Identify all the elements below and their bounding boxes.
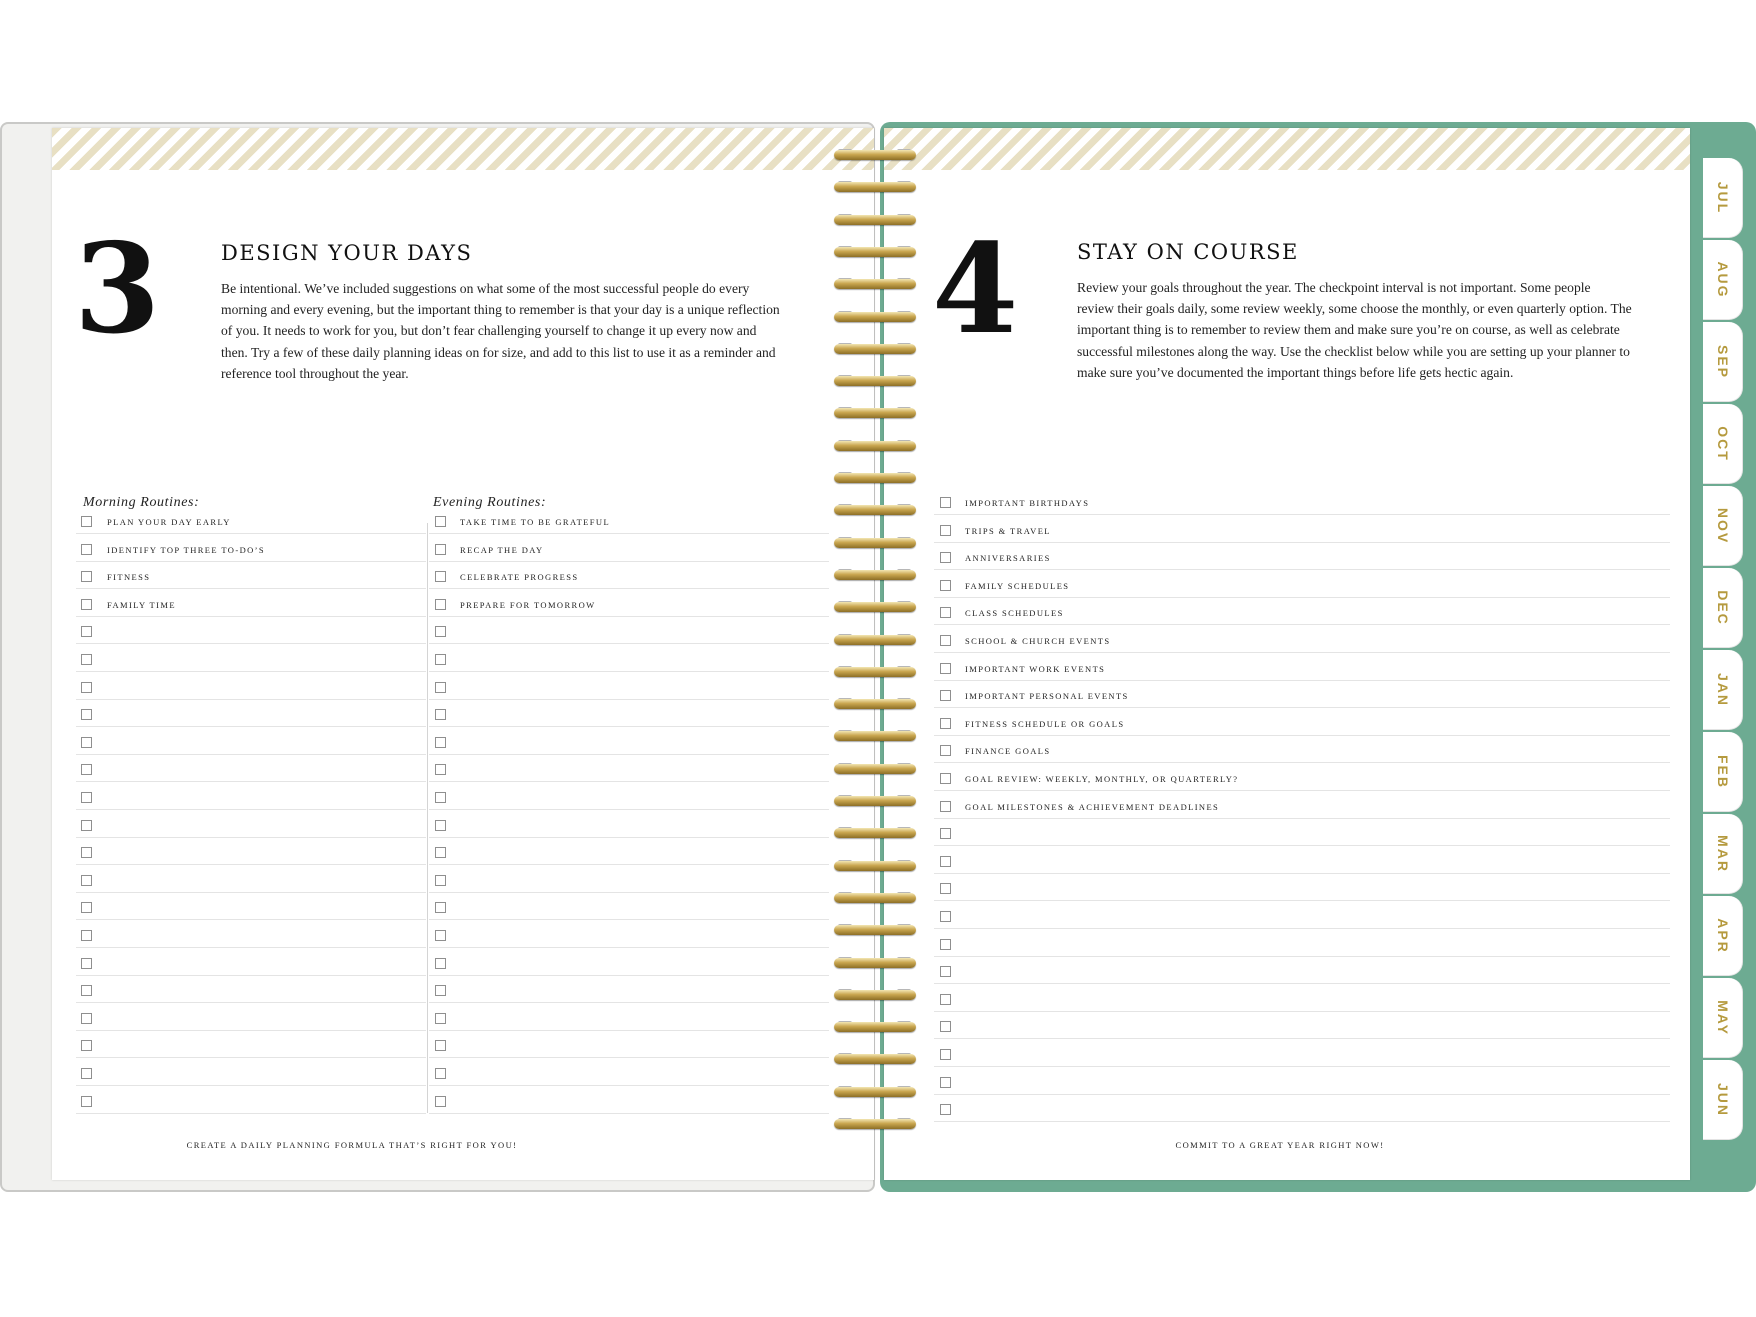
checkbox[interactable] [940,801,951,812]
rule-line [76,561,426,562]
rule-line [934,569,1670,570]
rule-line [76,643,426,644]
month-tab[interactable] [1703,158,1743,238]
checkbox[interactable] [81,902,92,913]
section-number: 4 [932,217,1019,362]
checkbox[interactable] [940,663,951,674]
binding-ring [834,247,916,257]
binding-ring [834,764,916,774]
intro-paragraph [221,278,861,384]
rule-line [76,1030,426,1031]
intro-line: then. Try a few of these daily planning ideas on for size, and add to this list to use it as a reminder and [221,344,776,360]
binding-ring [834,376,916,386]
binding-ring [834,344,916,354]
rule-line [934,790,1670,791]
month-tab[interactable] [1703,486,1743,566]
month-tab[interactable] [1703,322,1743,402]
binding-ring [834,635,916,645]
page-footer: COMMIT TO A GREAT YEAR RIGHT NOW! [1175,1140,1385,1150]
rule-line [76,781,426,782]
routine-item-label: FITNESS [107,572,151,583]
rule-line [429,837,829,838]
rule-line [934,1094,1670,1095]
checkbox[interactable] [81,599,92,610]
month-tab[interactable] [1703,240,1743,320]
page-footer: CREATE A DAILY PLANNING FORMULA THAT’S RIGHT FOR YOU! [186,1140,518,1150]
checkbox[interactable] [81,544,92,555]
rule-line [429,809,829,810]
rule-line [934,900,1670,901]
routine-item-label: IDENTIFY TOP THREE TO-DO’S [107,544,266,555]
intro-paragraph [1077,277,1677,383]
checkbox[interactable] [940,911,951,922]
checkbox[interactable] [940,525,951,536]
rule-line [429,699,829,700]
month-tab-label: MAR [1714,834,1731,873]
binding-ring [834,312,916,322]
month-tab-label: OCT [1714,425,1731,462]
checkbox[interactable] [435,709,446,720]
month-tab-label: JUN [1714,1082,1731,1117]
column-divider [427,523,428,1113]
checkbox[interactable] [81,709,92,720]
checkbox[interactable] [940,856,951,867]
checkbox[interactable] [940,552,951,563]
rule-line [934,956,1670,957]
checkbox[interactable] [435,1068,446,1079]
checkbox[interactable] [940,994,951,1005]
checkbox[interactable] [940,773,951,784]
checkbox[interactable] [940,745,951,756]
checkbox[interactable] [435,902,446,913]
checkbox[interactable] [435,847,446,858]
goal-item-label: FAMILY SCHEDULES [965,580,1070,591]
checkbox[interactable] [435,930,446,941]
month-tab-label: SEP [1714,344,1731,379]
intro-line: reference tool throughout the year. [221,365,409,381]
rule-line [429,975,829,976]
goal-item-label: IMPORTANT PERSONAL EVENTS [965,691,1129,702]
rule-line [76,947,426,948]
rule-line [76,754,426,755]
checkbox[interactable] [435,516,446,527]
rule-line [934,597,1670,598]
left-page [52,128,874,1180]
goal-item-label: FINANCE GOALS [965,746,1051,757]
month-tab[interactable] [1703,568,1743,648]
checkbox[interactable] [435,985,446,996]
month-tab-label: JAN [1714,672,1731,707]
checkbox[interactable] [435,958,446,969]
rule-line [429,533,829,534]
rule-line [76,892,426,893]
rule-line [934,762,1670,763]
checkbox[interactable] [940,580,951,591]
checkbox[interactable] [435,1096,446,1107]
intro-line: make sure you’ve documented the important things before life gets hectic again. [1077,364,1514,380]
checkbox[interactable] [940,690,951,701]
checkbox[interactable] [435,875,446,886]
goal-item-label: GOAL REVIEW: WEEKLY, MONTHLY, OR QUARTERLY? [965,774,1239,784]
intro-line: Be intentional. We’ve included suggestions on what some of the most successful people do every [221,281,750,296]
binding-ring [834,1022,916,1032]
month-tab-label: APR [1714,917,1731,954]
binding-ring [834,279,916,289]
checkbox[interactable] [81,930,92,941]
rule-line [934,735,1670,736]
checkbox[interactable] [940,1049,951,1060]
binding-ring [834,667,916,677]
month-tab[interactable] [1703,896,1743,976]
rule-line [934,1011,1670,1012]
rule-line [429,919,829,920]
binding-ring [834,408,916,418]
checkbox[interactable] [435,737,446,748]
routine-item-label: CELEBRATE PROGRESS [460,572,579,583]
checkbox[interactable] [81,847,92,858]
rule-line [934,707,1670,708]
binding-ring [834,861,916,871]
rule-line [934,1066,1670,1067]
rule-line [429,1030,829,1031]
month-tab[interactable] [1703,732,1743,812]
binding-ring [834,441,916,451]
checkbox[interactable] [435,1040,446,1051]
month-tab[interactable] [1703,814,1743,894]
month-tab[interactable] [1703,1060,1743,1140]
month-tab[interactable] [1703,650,1743,730]
rule-line [76,671,426,672]
checkbox[interactable] [81,626,92,637]
checkbox[interactable] [81,571,92,582]
checkbox[interactable] [940,635,951,646]
rule-line [429,1057,829,1058]
checkbox[interactable] [81,737,92,748]
striped-header-band [884,128,1690,170]
checkbox[interactable] [940,1077,951,1088]
intro-line: successful milestones along the way. Use the checklist below while you are setting up your planner to [1077,343,1630,359]
rule-line [429,588,829,589]
checkbox[interactable] [435,792,446,803]
striped-header-band [52,128,874,170]
binding-ring [834,925,916,935]
binding-ring [834,828,916,838]
rule-line [934,1121,1670,1122]
rule-line [934,873,1670,874]
month-tab-label: JUL [1714,181,1731,214]
rule-line [429,643,829,644]
rule-line [934,818,1670,819]
checkbox[interactable] [940,939,951,950]
checkbox[interactable] [940,1104,951,1115]
month-tab-label: NOV [1714,507,1731,544]
month-tab-label: AUG [1714,260,1731,299]
rule-line [76,616,426,617]
rule-line [429,671,829,672]
checkbox[interactable] [81,1013,92,1024]
checkbox[interactable] [81,820,92,831]
goal-item-label: TRIPS & TRAVEL [965,525,1051,536]
rule-line [76,809,426,810]
rule-line [429,616,829,617]
routine-item-label: PREPARE FOR TOMORROW [460,599,596,610]
checkbox[interactable] [435,682,446,693]
binding-ring [834,473,916,483]
binding-ring [834,150,916,160]
checkbox[interactable] [940,607,951,618]
binding-ring [834,538,916,548]
checkbox[interactable] [435,571,446,582]
month-tab-label: DEC [1714,589,1731,626]
rule-line [76,588,426,589]
rule-line [429,947,829,948]
checkbox[interactable] [81,958,92,969]
rule-line [934,514,1670,515]
rule-line [429,561,829,562]
checkbox[interactable] [81,1096,92,1107]
checkbox[interactable] [81,1068,92,1079]
rule-line [429,726,829,727]
rule-line [934,652,1670,653]
rule-line [76,533,426,534]
checkbox[interactable] [81,516,92,527]
intro-line: review their goals daily, some review weekly, some choose the monthly, or even quarterly option. The [1077,301,1632,317]
routine-item-label: TAKE TIME TO BE GRATEFUL [460,517,611,527]
checkbox[interactable] [81,792,92,803]
binding-ring [834,990,916,1000]
binding-ring [834,796,916,806]
right-page [884,128,1690,1180]
checkbox[interactable] [435,820,446,831]
rule-line [76,837,426,838]
goal-item-label: IMPORTANT WORK EVENTS [965,663,1106,674]
rule-line [934,928,1670,929]
goal-item-label: SCHOOL & CHURCH EVENTS [965,636,1111,646]
month-tab-label: MAY [1714,999,1731,1036]
goal-item-label: ANNIVERSARIES [965,553,1051,564]
rule-line [76,975,426,976]
checkbox[interactable] [81,682,92,693]
intro-line: of you. It needs to work for you, but don’t fear challenging yourself to change it up every now and [221,323,757,339]
binding-ring [834,570,916,580]
intro-line: morning and every evening, but the important thing to remember is that your day is a unique reflection [221,302,780,318]
section-number: 3 [74,217,161,362]
rule-line [429,892,829,893]
rule-line [429,864,829,865]
checkbox[interactable] [940,1021,951,1032]
goal-item-label: FITNESS SCHEDULE OR GOALS [965,718,1125,729]
binding-ring [834,699,916,709]
rule-line [429,1085,829,1086]
rule-line [76,864,426,865]
binding-ring [834,505,916,515]
rule-line [76,919,426,920]
checkbox[interactable] [81,654,92,665]
intro-line: Review your goals throughout the year. The checkpoint interval is not important. Some people [1077,280,1591,295]
rule-line [934,680,1670,681]
goal-item-label: GOAL MILESTONES & ACHIEVEMENT DEADLINES [965,801,1220,812]
binding-ring [834,1054,916,1064]
routine-item-label: PLAN YOUR DAY EARLY [107,517,231,527]
rule-line [76,1002,426,1003]
checkbox[interactable] [81,875,92,886]
rule-line [76,726,426,727]
rule-line [76,1057,426,1058]
goal-item-label: CLASS SCHEDULES [965,608,1064,619]
section-title: DESIGN YOUR DAYS [221,241,473,265]
rule-line [934,845,1670,846]
rule-line [76,699,426,700]
checkbox[interactable] [435,544,446,555]
evening-routines-heading: Evening Routines: [433,495,547,510]
month-tab-label: FEB [1714,754,1731,789]
binding-ring [834,731,916,741]
rule-line [934,1038,1670,1039]
checkbox[interactable] [81,985,92,996]
rule-line [934,624,1670,625]
intro-line: important thing is to remember to review them and make sure you’re on course, as well as celebrate [1077,322,1620,338]
binding-ring [834,215,916,225]
checkbox[interactable] [940,497,951,508]
checkbox[interactable] [435,764,446,775]
checkbox[interactable] [435,626,446,637]
rule-line [429,1113,829,1114]
routine-item-label: FAMILY TIME [107,599,176,610]
month-tab[interactable] [1703,978,1743,1058]
rule-line [76,1085,426,1086]
checkbox[interactable] [81,764,92,775]
goal-item-label: IMPORTANT BIRTHDAYS [965,498,1090,508]
section-title: STAY ON COURSE [1077,240,1299,264]
checkbox[interactable] [940,966,951,977]
checkbox[interactable] [940,883,951,894]
rule-line [934,542,1670,543]
binding-ring [834,1087,916,1097]
morning-routines-heading: Morning Routines: [83,495,200,510]
checkbox[interactable] [435,1013,446,1024]
binding-ring [834,1119,916,1129]
rule-line [76,1113,426,1114]
checkbox[interactable] [81,1040,92,1051]
checkbox[interactable] [940,718,951,729]
month-tab[interactable] [1703,404,1743,484]
rule-line [429,754,829,755]
routine-item-label: RECAP THE DAY [460,544,544,555]
checkbox[interactable] [435,654,446,665]
rule-line [429,1002,829,1003]
binding-ring [834,182,916,192]
rule-line [934,983,1670,984]
binding-ring [834,958,916,968]
checkbox[interactable] [435,599,446,610]
binding-ring [834,602,916,612]
rule-line [429,781,829,782]
binding-ring [834,893,916,903]
checkbox[interactable] [940,828,951,839]
